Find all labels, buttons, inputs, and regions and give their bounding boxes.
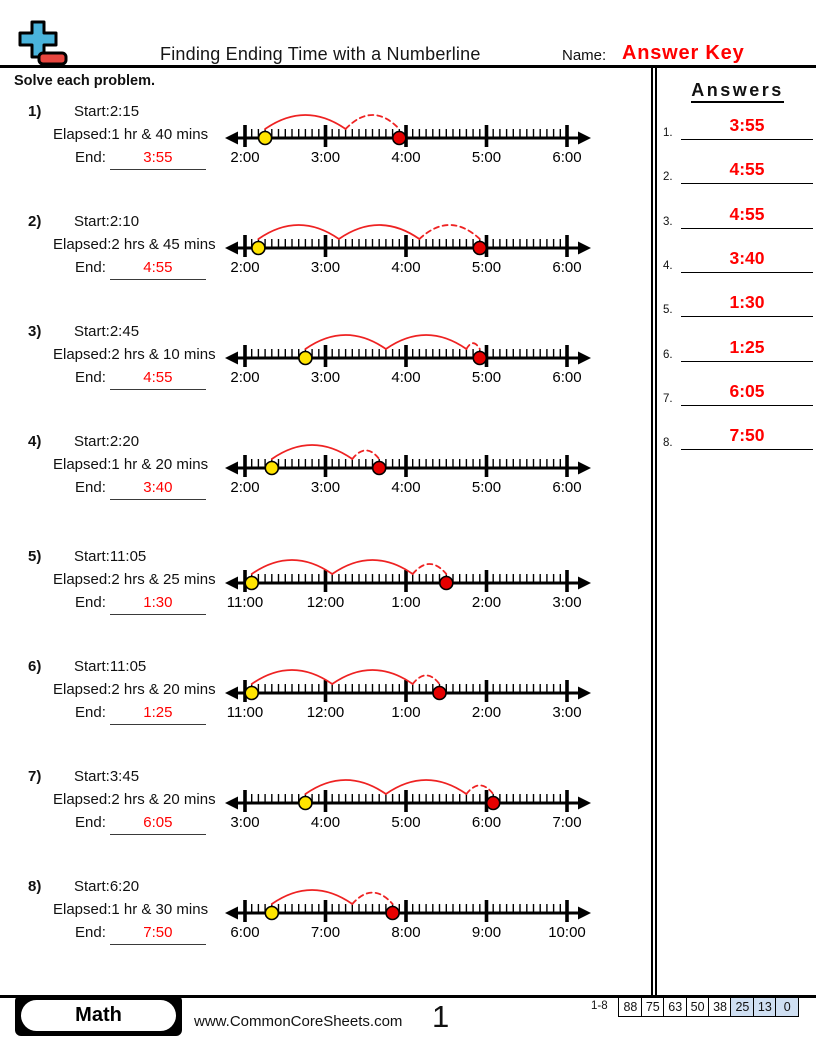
svg-text:2:00: 2:00 xyxy=(230,149,260,166)
end-label: End: xyxy=(75,924,106,941)
problem-number: 4) xyxy=(28,433,42,450)
svg-text:6:00: 6:00 xyxy=(552,479,582,496)
score-table xyxy=(620,997,799,1017)
problem-end-row xyxy=(75,149,206,170)
svg-text:12:00: 12:00 xyxy=(306,594,345,611)
answer-item xyxy=(663,106,813,140)
numberline-diagram xyxy=(225,216,591,278)
score-cell: 25 xyxy=(730,997,754,1017)
score-range-label: 1-8 xyxy=(591,1000,608,1012)
end-label: End: xyxy=(75,704,106,721)
svg-text:3:00: 3:00 xyxy=(310,479,341,496)
svg-text:3:00: 3:00 xyxy=(310,149,341,166)
name-label: Name: xyxy=(562,47,607,64)
svg-text:9:00: 9:00 xyxy=(471,924,502,941)
answer-number: 5. xyxy=(663,304,673,317)
svg-text:6:00: 6:00 xyxy=(230,924,260,941)
page-number: 1 xyxy=(432,999,450,1034)
problem-start-time: Start:2:10 xyxy=(74,213,140,230)
answer-item xyxy=(663,239,813,273)
end-answer-value: 1:25 xyxy=(110,704,206,725)
answer-key-label: Answer Key xyxy=(622,42,745,64)
end-label: End: xyxy=(75,149,106,166)
svg-text:2:00: 2:00 xyxy=(230,479,260,496)
score-cell: 88 xyxy=(618,997,642,1017)
end-answer-value: 3:40 xyxy=(110,479,206,500)
answer-item xyxy=(663,150,813,184)
instruction-text: Solve each problem. xyxy=(14,73,156,89)
answer-value: 7:50 xyxy=(681,425,813,450)
problem-row xyxy=(0,870,650,980)
svg-text:11:00: 11:00 xyxy=(226,594,264,611)
problem-row xyxy=(0,205,650,315)
score-cell: 50 xyxy=(686,997,710,1017)
svg-text:4:00: 4:00 xyxy=(391,369,421,386)
svg-text:4:00: 4:00 xyxy=(391,149,421,166)
svg-text:8:00: 8:00 xyxy=(391,924,421,941)
svg-text:2:00: 2:00 xyxy=(471,704,502,721)
problem-elapsed-time: Elapsed:1 hr & 40 mins xyxy=(53,126,209,143)
svg-text:3:00: 3:00 xyxy=(552,594,582,611)
numberline-diagram xyxy=(225,881,591,943)
problem-end-row xyxy=(75,704,206,725)
problem-row xyxy=(0,95,650,205)
svg-text:11:00: 11:00 xyxy=(226,704,264,721)
end-answer-value: 4:55 xyxy=(110,369,206,390)
end-label: End: xyxy=(75,594,106,611)
svg-text:1:00: 1:00 xyxy=(391,704,421,721)
svg-text:6:00: 6:00 xyxy=(552,149,582,166)
numberline-diagram xyxy=(225,661,591,723)
end-label: End: xyxy=(75,259,106,276)
problem-elapsed-time: Elapsed:2 hrs & 45 mins xyxy=(53,236,216,253)
answer-value: 1:30 xyxy=(681,292,813,317)
problem-number: 7) xyxy=(28,768,42,785)
page-title: Finding Ending Time with a Numberline xyxy=(160,44,481,64)
problem-end-row xyxy=(75,594,206,615)
problem-row xyxy=(0,760,650,870)
end-label: End: xyxy=(75,479,106,496)
math-subject-badge xyxy=(15,995,182,1036)
svg-text:5:00: 5:00 xyxy=(471,149,502,166)
svg-text:3:00: 3:00 xyxy=(310,259,341,276)
problem-end-row xyxy=(75,259,206,280)
svg-text:7:00: 7:00 xyxy=(310,924,341,941)
problem-start-time: Start:2:45 xyxy=(74,323,140,340)
numberline-diagram xyxy=(225,771,591,833)
score-cell: 38 xyxy=(708,997,732,1017)
end-answer-value: 3:55 xyxy=(110,149,206,170)
end-answer-value: 6:05 xyxy=(110,814,206,835)
answer-item xyxy=(663,328,813,362)
end-answer-value: 7:50 xyxy=(110,924,206,945)
svg-text:5:00: 5:00 xyxy=(471,479,502,496)
answer-value: 4:55 xyxy=(681,204,813,229)
problem-row xyxy=(0,425,650,535)
answer-item xyxy=(663,195,813,229)
problem-number: 1) xyxy=(28,103,42,120)
svg-text:5:00: 5:00 xyxy=(471,369,502,386)
numberline-diagram xyxy=(225,436,591,498)
problem-end-row xyxy=(75,369,206,390)
answer-item xyxy=(663,372,813,406)
svg-text:5:00: 5:00 xyxy=(471,259,502,276)
answer-number: 4. xyxy=(663,259,673,272)
end-answer-value: 1:30 xyxy=(110,594,206,615)
svg-text:4:00: 4:00 xyxy=(391,259,421,276)
problem-start-time: Start:3:45 xyxy=(74,768,140,785)
problem-end-row xyxy=(75,924,206,945)
problem-number: 3) xyxy=(28,323,42,340)
problem-elapsed-time: Elapsed:2 hrs & 20 mins xyxy=(53,791,216,808)
svg-text:2:00: 2:00 xyxy=(230,369,260,386)
svg-text:10:00: 10:00 xyxy=(548,924,586,941)
problem-elapsed-time: Elapsed:1 hr & 30 mins xyxy=(53,901,209,918)
svg-text:4:00: 4:00 xyxy=(310,814,341,831)
answer-number: 8. xyxy=(663,437,673,450)
answer-item xyxy=(663,283,813,317)
score-cell: 13 xyxy=(753,997,777,1017)
problem-start-time: Start:2:15 xyxy=(74,103,140,120)
svg-text:6:00: 6:00 xyxy=(552,369,582,386)
problem-elapsed-time: Elapsed:2 hrs & 20 mins xyxy=(53,681,216,698)
numberline-diagram xyxy=(225,326,591,388)
answer-value: 1:25 xyxy=(681,337,813,362)
answers-panel xyxy=(659,68,816,995)
svg-text:2:00: 2:00 xyxy=(471,594,502,611)
problem-start-time: Start:2:20 xyxy=(74,433,140,450)
score-cell: 63 xyxy=(663,997,687,1017)
problem-number: 8) xyxy=(28,878,42,895)
answer-value: 3:55 xyxy=(681,115,813,140)
problem-row xyxy=(0,650,650,760)
answer-number: 6. xyxy=(663,348,673,361)
numberline-diagram xyxy=(225,106,591,168)
answer-number: 2. xyxy=(663,171,673,184)
svg-text:1:00: 1:00 xyxy=(391,594,421,611)
svg-text:5:00: 5:00 xyxy=(391,814,421,831)
answer-number: 7. xyxy=(663,392,673,405)
problem-start-time: Start:6:20 xyxy=(74,878,140,895)
svg-text:2:00: 2:00 xyxy=(230,259,260,276)
problem-number: 5) xyxy=(28,548,42,565)
answer-value: 6:05 xyxy=(681,381,813,406)
svg-text:3:00: 3:00 xyxy=(310,369,341,386)
problem-start-time: Start:11:05 xyxy=(74,548,147,565)
svg-text:3:00: 3:00 xyxy=(230,814,260,831)
problem-elapsed-time: Elapsed:2 hrs & 10 mins xyxy=(53,346,216,363)
svg-text:3:00: 3:00 xyxy=(552,704,582,721)
answers-divider-line xyxy=(651,68,657,995)
answer-value: 4:55 xyxy=(681,159,813,184)
score-cell: 75 xyxy=(641,997,665,1017)
end-label: End: xyxy=(75,369,106,386)
website-url: www.CommonCoreSheets.com xyxy=(194,1013,403,1030)
problem-row xyxy=(0,540,650,650)
problem-row xyxy=(0,315,650,425)
svg-text:7:00: 7:00 xyxy=(552,814,582,831)
end-answer-value: 4:55 xyxy=(110,259,206,280)
problem-start-time: Start:11:05 xyxy=(74,658,147,675)
end-label: End: xyxy=(75,814,106,831)
problem-elapsed-time: Elapsed:2 hrs & 25 mins xyxy=(53,571,216,588)
svg-text:4:00: 4:00 xyxy=(391,479,421,496)
answers-panel-title: Answers xyxy=(659,80,816,101)
score-cell: 0 xyxy=(775,997,799,1017)
svg-text:6:00: 6:00 xyxy=(552,259,582,276)
svg-text:6:00: 6:00 xyxy=(471,814,502,831)
problem-elapsed-time: Elapsed:1 hr & 20 mins xyxy=(53,456,209,473)
problem-number: 6) xyxy=(28,658,42,675)
problem-number: 2) xyxy=(28,213,42,230)
answer-value: 3:40 xyxy=(681,248,813,273)
answer-number: 3. xyxy=(663,215,673,228)
answer-item xyxy=(663,416,813,450)
numberline-diagram xyxy=(225,551,591,613)
problem-end-row xyxy=(75,814,206,835)
answer-number: 1. xyxy=(663,127,673,139)
svg-text:12:00: 12:00 xyxy=(306,704,345,721)
math-subject-label: Math xyxy=(21,1000,176,1031)
problem-end-row xyxy=(75,479,206,500)
